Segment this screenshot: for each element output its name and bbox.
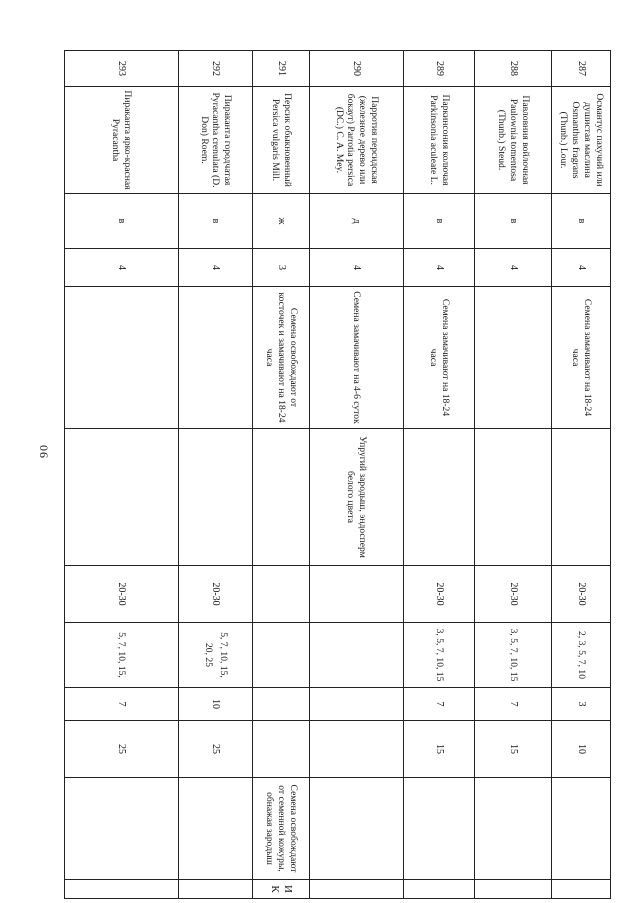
energy-days: 3 <box>552 688 611 721</box>
page-number: 90 <box>36 444 51 458</box>
ik-label <box>404 880 475 899</box>
germination-days: 25 <box>65 721 179 778</box>
temperature: 20-30 <box>552 566 611 623</box>
remark <box>404 778 475 880</box>
seed-group: в <box>404 194 475 249</box>
remark: Семена освобождают от семенной кожуры, обнажая зародыш <box>253 778 310 880</box>
ik-label <box>179 880 253 899</box>
temperature: 20-30 <box>65 566 179 623</box>
species-name: Парротия персидская (железное дерево или бокаут) Parrotia persica (DC.) C. A. Mey. <box>310 87 404 194</box>
germination-days <box>310 721 404 778</box>
seed-group: д <box>310 194 404 249</box>
seed-note <box>65 429 179 566</box>
seed-group: ж <box>253 194 310 249</box>
row-number: 292 <box>179 51 253 87</box>
table-row <box>65 51 179 899</box>
class-value: 4 <box>310 249 404 287</box>
temperature: 20-30 <box>404 566 475 623</box>
class-value: 4 <box>552 249 611 287</box>
pre-treatment: Семена замачивают на 4-6 суток <box>310 287 404 429</box>
seed-group: в <box>179 194 253 249</box>
species-name: Пираканта городчатая Pyracantha crenulata (D. Don) Roem. <box>179 87 253 194</box>
class-value: 4 <box>65 249 179 287</box>
remark <box>475 778 552 880</box>
ik-label <box>552 880 611 899</box>
pre-treatment: Семена замачивают на 18-24 часа <box>404 287 475 429</box>
ik-label <box>475 880 552 899</box>
class-value: 4 <box>179 249 253 287</box>
ik-label <box>310 880 404 899</box>
germination-days: 25 <box>179 721 253 778</box>
class-value: 4 <box>404 249 475 287</box>
row-number: 288 <box>475 51 552 87</box>
remark <box>179 778 253 880</box>
class-value: 3 <box>253 249 310 287</box>
table-row <box>310 51 404 899</box>
germination-days: 15 <box>404 721 475 778</box>
count-days <box>310 623 404 688</box>
germination-days: 10 <box>552 721 611 778</box>
count-days <box>253 623 310 688</box>
count-days <box>179 623 253 688</box>
row-number: 289 <box>404 51 475 87</box>
remark <box>310 778 404 880</box>
temperature: 20-30 <box>179 566 253 623</box>
count-days: 3, 5, 7, 10, 15 <box>404 623 475 688</box>
pre-treatment <box>179 287 253 429</box>
count-days-line: 5, 7, 10, 15, <box>217 632 229 678</box>
species-name: Османтус пахучий или душистая маслина Osmanthus fragrans (Thunb.) Lour. <box>552 87 611 194</box>
remark <box>65 778 179 880</box>
row-number: 290 <box>310 51 404 87</box>
pre-treatment <box>65 287 179 429</box>
seed-group: в <box>552 194 611 249</box>
seed-group: в <box>475 194 552 249</box>
seed-note <box>253 429 310 566</box>
seed-note <box>552 429 611 566</box>
germination-days <box>253 721 310 778</box>
table-row <box>475 51 552 899</box>
table-row <box>179 51 253 899</box>
germination-days: 15 <box>475 721 552 778</box>
energy-days: 7 <box>404 688 475 721</box>
rotated-table-wrapper <box>65 50 611 898</box>
seed-note <box>179 429 253 566</box>
seed-note: Упругий зародыш, эндосперм белого цвета <box>310 429 404 566</box>
energy-days: 7 <box>65 688 179 721</box>
seed-note <box>475 429 552 566</box>
count-days: 5, 7, 10, 15, <box>65 623 179 688</box>
ik-label: ИК <box>253 880 310 899</box>
energy-days: 7 <box>475 688 552 721</box>
class-value: 4 <box>475 249 552 287</box>
seed-germination-table <box>64 50 611 899</box>
count-days: 2, 3, 5, 7, 10 <box>552 623 611 688</box>
row-number: 293 <box>65 51 179 87</box>
pre-treatment: Семена освобождают от косточек и замачивают на 18-24 часа <box>253 287 310 429</box>
energy-days <box>310 688 404 721</box>
pre-treatment: Семена замачивают на 18-24 часа <box>552 287 611 429</box>
temperature: 20-30 <box>475 566 552 623</box>
count-days-line: 20, 25 <box>203 643 214 667</box>
species-name: Паркинсония колючая Parkinsonia aculeate L. <box>404 87 475 194</box>
row-number: 291 <box>253 51 310 87</box>
energy-days <box>253 688 310 721</box>
seed-note <box>404 429 475 566</box>
remark <box>552 778 611 880</box>
energy-days: 10 <box>179 688 253 721</box>
species-name: Павловния войлочная Paulownia tomentosa (Thunb.) Steud. <box>475 87 552 194</box>
row-number: 287 <box>552 51 611 87</box>
temperature <box>253 566 310 623</box>
count-days: 3, 5, 7, 10, 15 <box>475 623 552 688</box>
pre-treatment <box>475 287 552 429</box>
temperature <box>310 566 404 623</box>
species-name: Персик обыкновенный Persica vulgaris Mill. <box>253 87 310 194</box>
table-row <box>404 51 475 899</box>
table-row <box>253 51 310 899</box>
ik-label <box>65 880 179 899</box>
species-name: Пираканта ярко-красная Pyracantha <box>65 87 179 194</box>
table-row <box>552 51 611 899</box>
seed-group: в <box>65 194 179 249</box>
